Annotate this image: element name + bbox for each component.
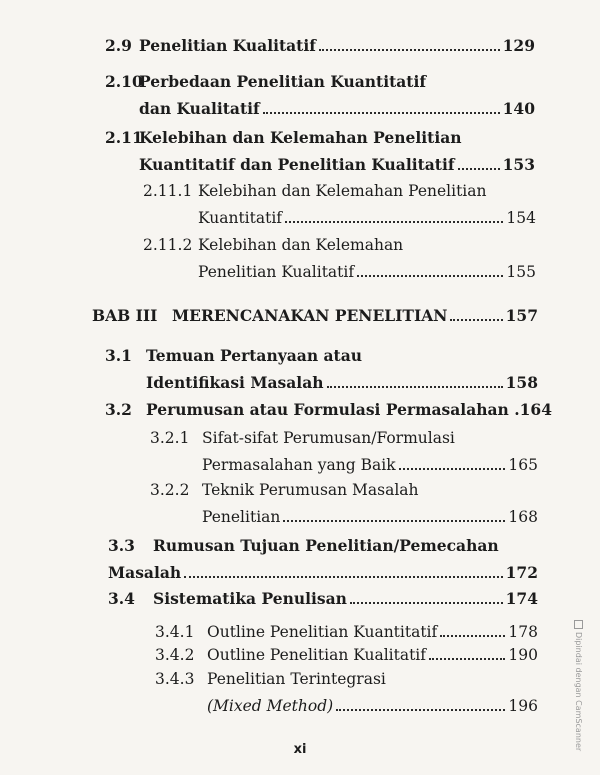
section-title-line: Kelebihan dan Kelemahan Penelitian — [139, 128, 462, 147]
page-number: 154 — [506, 209, 536, 227]
section-number: 3.3 — [108, 536, 135, 555]
chapter-title: MERENCANAKAN PENELITIAN — [172, 306, 448, 325]
page-number: 190 — [508, 646, 538, 664]
leader-dots — [350, 602, 503, 604]
section-title-line: Perbedaan Penelitian Kuantitatif — [139, 72, 426, 91]
section-number: 3.2 — [105, 400, 132, 419]
leader-dots — [440, 635, 505, 637]
leader-dots — [458, 168, 500, 170]
section-title-line: dan Kualitatif — [139, 99, 260, 118]
section-number: 2.9 — [105, 36, 132, 55]
leader-dots — [285, 221, 503, 223]
section-title-line: Identifikasi Masalah — [146, 373, 324, 392]
page-number: 178 — [508, 623, 538, 641]
section-title-line: Penelitian Terintegrasi — [207, 670, 386, 688]
camscanner-icon — [574, 620, 583, 629]
section-title-line: Outline Penelitian Kuantitatif — [207, 623, 438, 641]
section-title-line: Penelitian Kualitatif — [139, 36, 316, 55]
leader-dots — [429, 658, 505, 660]
section-title-line: Masalah — [108, 563, 182, 582]
section-title-line: Kuantitatif dan Penelitian Kualitatif — [139, 155, 455, 174]
section-number: 3.4.3 — [155, 670, 195, 688]
leader-dots — [283, 520, 505, 522]
page-number: 196 — [508, 697, 538, 715]
page-number: 140 — [502, 99, 535, 118]
section-title-line: Kelebihan dan Kelemahan Penelitian — [198, 182, 487, 200]
chapter-number: BAB III — [92, 306, 158, 325]
section-number: 3.1 — [105, 346, 132, 365]
leader-dots — [263, 112, 500, 114]
section-number: 2.10 — [105, 72, 143, 91]
leader-dots — [327, 386, 503, 388]
section-title-line: Sistematika Penulisan — [153, 589, 347, 608]
section-title-line: Perumusan atau Formulasi Permasalahan . — [146, 400, 520, 419]
page-number: 165 — [508, 456, 538, 474]
section-title-line: Penelitian — [202, 508, 281, 526]
page-number: 164 — [519, 400, 552, 419]
page-number: 157 — [505, 306, 538, 325]
section-number: 2.11.1 — [143, 182, 193, 200]
section-number: 3.2.2 — [150, 481, 190, 499]
watermark-text: Dipindai dengan CamScanner — [574, 632, 583, 752]
page-number: 155 — [506, 263, 536, 281]
leader-dots — [319, 49, 500, 51]
leader-dots — [336, 709, 505, 711]
section-number: 3.4.1 — [155, 623, 195, 641]
section-number: 3.2.1 — [150, 429, 190, 447]
section-title-line: Permasalahan yang Baik — [202, 456, 396, 474]
leader-dots — [357, 275, 503, 277]
section-number: 3.4 — [108, 589, 135, 608]
section-number: 2.11 — [105, 128, 143, 147]
leader-dots — [184, 576, 502, 578]
scanner-watermark — [574, 620, 583, 751]
leader-dots — [399, 468, 506, 470]
section-title-line: Temuan Pertanyaan atau — [146, 346, 363, 365]
section-title-line: Sifat-sifat Perumusan/Formulasi — [202, 429, 455, 447]
page-number: 129 — [502, 36, 535, 55]
page-number: 172 — [505, 563, 538, 582]
section-title-line: Kuantitatif — [198, 209, 283, 227]
section-title-line: Teknik Perumusan Masalah — [202, 481, 419, 499]
section-number: 2.11.2 — [143, 236, 193, 254]
page-number: 153 — [502, 155, 535, 174]
leader-dots — [450, 319, 502, 321]
section-title-line: (Mixed Method) — [207, 697, 334, 715]
section-title-line: Rumusan Tujuan Penelitian/Pemecahan — [153, 536, 499, 555]
page-number: 158 — [505, 373, 538, 392]
section-title-line: Penelitian Kualitatif — [198, 263, 355, 281]
section-title-line: Outline Penelitian Kualitatif — [207, 646, 426, 664]
page-number: 168 — [508, 508, 538, 526]
section-title-line: Kelebihan dan Kelemahan — [198, 236, 404, 254]
page-footer-number: xi — [293, 742, 307, 757]
page-number: 174 — [505, 589, 538, 608]
section-number: 3.4.2 — [155, 646, 195, 664]
